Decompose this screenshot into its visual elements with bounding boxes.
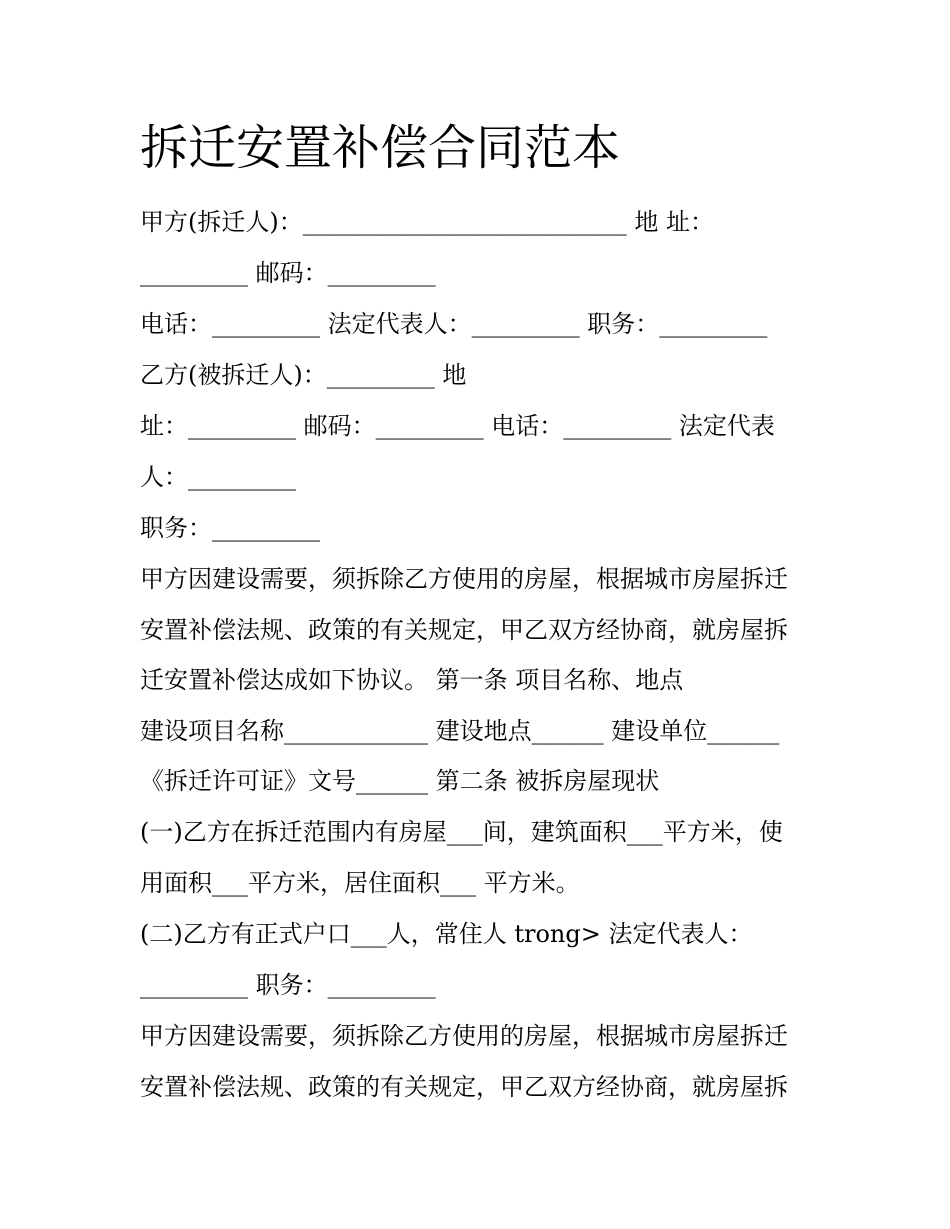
text-line-party-a-phone: 电话：_________ 法定代表人：_________ 职务：_________ <box>140 310 768 338</box>
text-line-party-b-position: 职务：_________ <box>140 514 320 542</box>
text-line-preamble-repeat-1: 甲方因建设需要，须拆除乙方使用的房屋，根据城市房屋拆迁 <box>140 1022 788 1050</box>
text-line-party-b-address: 址：_________ 邮码：_________ 电话：_________ 法定代表 <box>140 412 775 440</box>
text-line-household: (二)乙方有正式户口___人，常住人 trong> 法定代表人： <box>140 920 753 948</box>
text-line-preamble-1: 甲方因建设需要，须拆除乙方使用的房屋，根据城市房屋拆迁 <box>140 565 788 593</box>
document-title: 拆迁安置补偿合同范本 <box>140 120 621 176</box>
text-line-house-status-1: (一)乙方在拆迁范围内有房屋___间，建筑面积___平方米，使 <box>140 818 783 846</box>
text-line-preamble-repeat-2: 安置补偿法规、政策的有关规定，甲乙双方经协商，就房屋拆 <box>140 1073 788 1101</box>
text-line-preamble-2: 安置补偿法规、政策的有关规定，甲乙双方经协商，就房屋拆 <box>140 616 788 644</box>
text-line-party-b-representative: 人：_________ <box>140 463 296 491</box>
text-line-party-b: 乙方(被拆迁人)：_________ 地 <box>140 361 467 389</box>
text-line-preamble-3: 迁安置补偿达成如下协议。 第一条 项目名称、地点 <box>140 666 684 694</box>
text-line-party-a-postcode: _________ 邮码：_________ <box>140 259 436 287</box>
text-line-project-info: 建设项目名称____________ 建设地点______ 建设单位______ <box>140 717 780 745</box>
text-line-household-position: _________ 职务：_________ <box>140 971 436 999</box>
text-line-house-status-2: 用面积___平方米，居住面积___ 平方米。 <box>140 869 580 897</box>
text-line-permit: 《拆迁许可证》文号______ 第二条 被拆房屋现状 <box>140 767 660 795</box>
text-line-party-a: 甲方(拆迁人)：___________________________ 地 址： <box>140 208 714 236</box>
